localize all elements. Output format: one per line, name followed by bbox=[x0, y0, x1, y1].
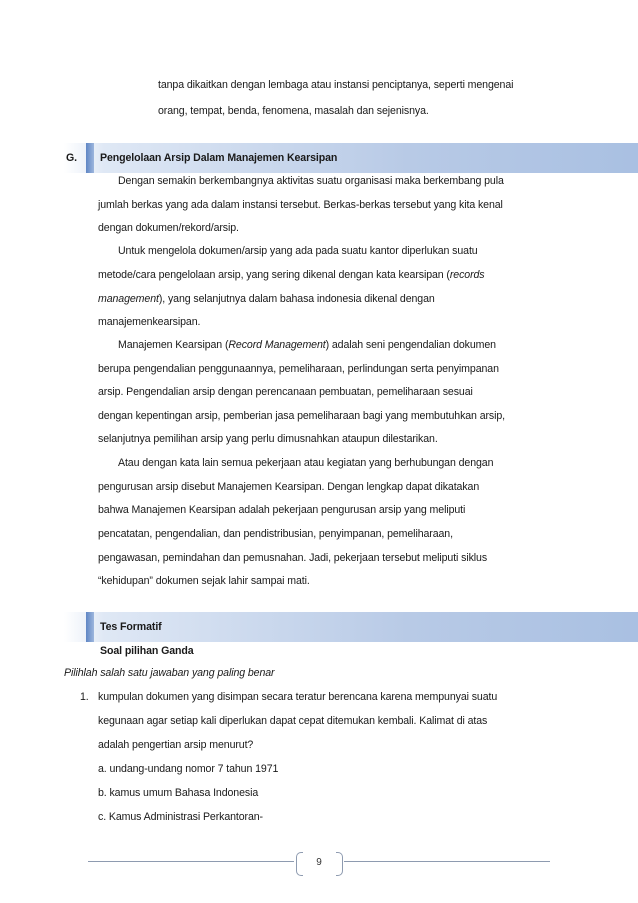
body-line: “kehidupan” dokumen sejak lahir sampai mati. bbox=[98, 575, 310, 587]
answer-option-c: c. Kamus Administrasi Perkantoran- bbox=[98, 811, 263, 823]
answer-option-b: b. kamus umum Bahasa Indonesia bbox=[98, 787, 259, 799]
footer-rule-right bbox=[344, 861, 550, 862]
body-line: dengan kepentingan arsip, pemberian jasa pemeliharaan bagi yang membutuhkan arsip, bbox=[98, 410, 505, 422]
body-line: pencatatan, pengendalian, dan pendistribusian, penyimpanan, pemeliharaan, bbox=[98, 528, 453, 540]
section-header-accent bbox=[86, 612, 94, 642]
body-line: pengawasan, pemindahan dan pemusnahan. Jadi, pekerjaan tersebut meliputi siklus bbox=[98, 552, 488, 564]
answer-option-a: a. undang-undang nomor 7 tahun 1971 bbox=[98, 763, 279, 775]
body-line: manajemenkearsipan. bbox=[98, 316, 201, 328]
footer-rule-left bbox=[88, 861, 294, 862]
section-header-accent bbox=[86, 143, 94, 173]
body-line: arsip. Pengendalian arsip dengan perencanaan pembuatan, pemeliharaan sesuai bbox=[98, 386, 473, 398]
page-number: 9 bbox=[316, 857, 322, 868]
body-line: dengan dokumen/rekord/arsip. bbox=[98, 222, 239, 234]
intro-line: orang, tempat, benda, fenomena, masalah dan sejenisnya. bbox=[158, 105, 429, 117]
page-bracket-left bbox=[296, 852, 303, 876]
body-line: pengurusan arsip disebut Manajemen Kearsipan. Dengan lengkap dapat dikatakan bbox=[98, 481, 480, 493]
tes-instruction: Pilihlah salah satu jawaban yang paling benar bbox=[64, 667, 275, 679]
body-line: Dengan semakin berkembangnya aktivitas suatu organisasi maka berkembang pula bbox=[118, 175, 504, 187]
tes-title: Tes Formatif bbox=[100, 621, 162, 633]
tes-subtitle: Soal pilihan Ganda bbox=[100, 645, 194, 657]
body-line: metode/cara pengelolaan arsip, yang sering dikenal dengan kata kearsipan (records bbox=[98, 269, 485, 281]
question-number: 1. bbox=[80, 691, 89, 703]
body-line: jumlah berkas yang ada dalam instansi tersebut. Berkas-berkas tersebut yang kita kenal bbox=[98, 199, 503, 211]
question-line: adalah pengertian arsip menurut? bbox=[98, 739, 254, 751]
intro-line: tanpa dikaitkan dengan lembaga atau instansi penciptanya, seperti mengenai bbox=[158, 79, 514, 91]
question-line: kumpulan dokumen yang disimpan secara teratur berencana karena mempunyai suatu bbox=[98, 691, 498, 703]
body-line: Untuk mengelola dokumen/arsip yang ada pada suatu kantor diperlukan suatu bbox=[118, 245, 478, 257]
question-line: kegunaan agar setiap kali diperlukan dapat cepat ditemukan kembali. Kalimat di atas bbox=[98, 715, 488, 727]
body-line: berupa pengendalian penggunaannya, pemeliharaan, perlindungan serta penyimpanan bbox=[98, 363, 499, 375]
page-bracket-right bbox=[336, 852, 343, 876]
body-line: Manajemen Kearsipan (Record Management) adalah seni pengendalian dokumen bbox=[118, 339, 496, 351]
section-title: Pengelolaan Arsip Dalam Manajemen Kearsipan bbox=[100, 152, 338, 164]
section-letter: G. bbox=[66, 152, 77, 164]
body-line: Atau dengan kata lain semua pekerjaan atau kegiatan yang berhubungan dengan bbox=[118, 457, 494, 469]
body-line: selanjutnya pemilihan arsip yang perlu dimusnahkan ataupun dilestarikan. bbox=[98, 433, 438, 445]
body-line: management), yang selanjutnya dalam bahasa indonesia dikenal dengan bbox=[98, 293, 435, 305]
body-line: bahwa Manajemen Kearsipan adalah pekerjaan pengurusan arsip yang meliputi bbox=[98, 504, 466, 516]
